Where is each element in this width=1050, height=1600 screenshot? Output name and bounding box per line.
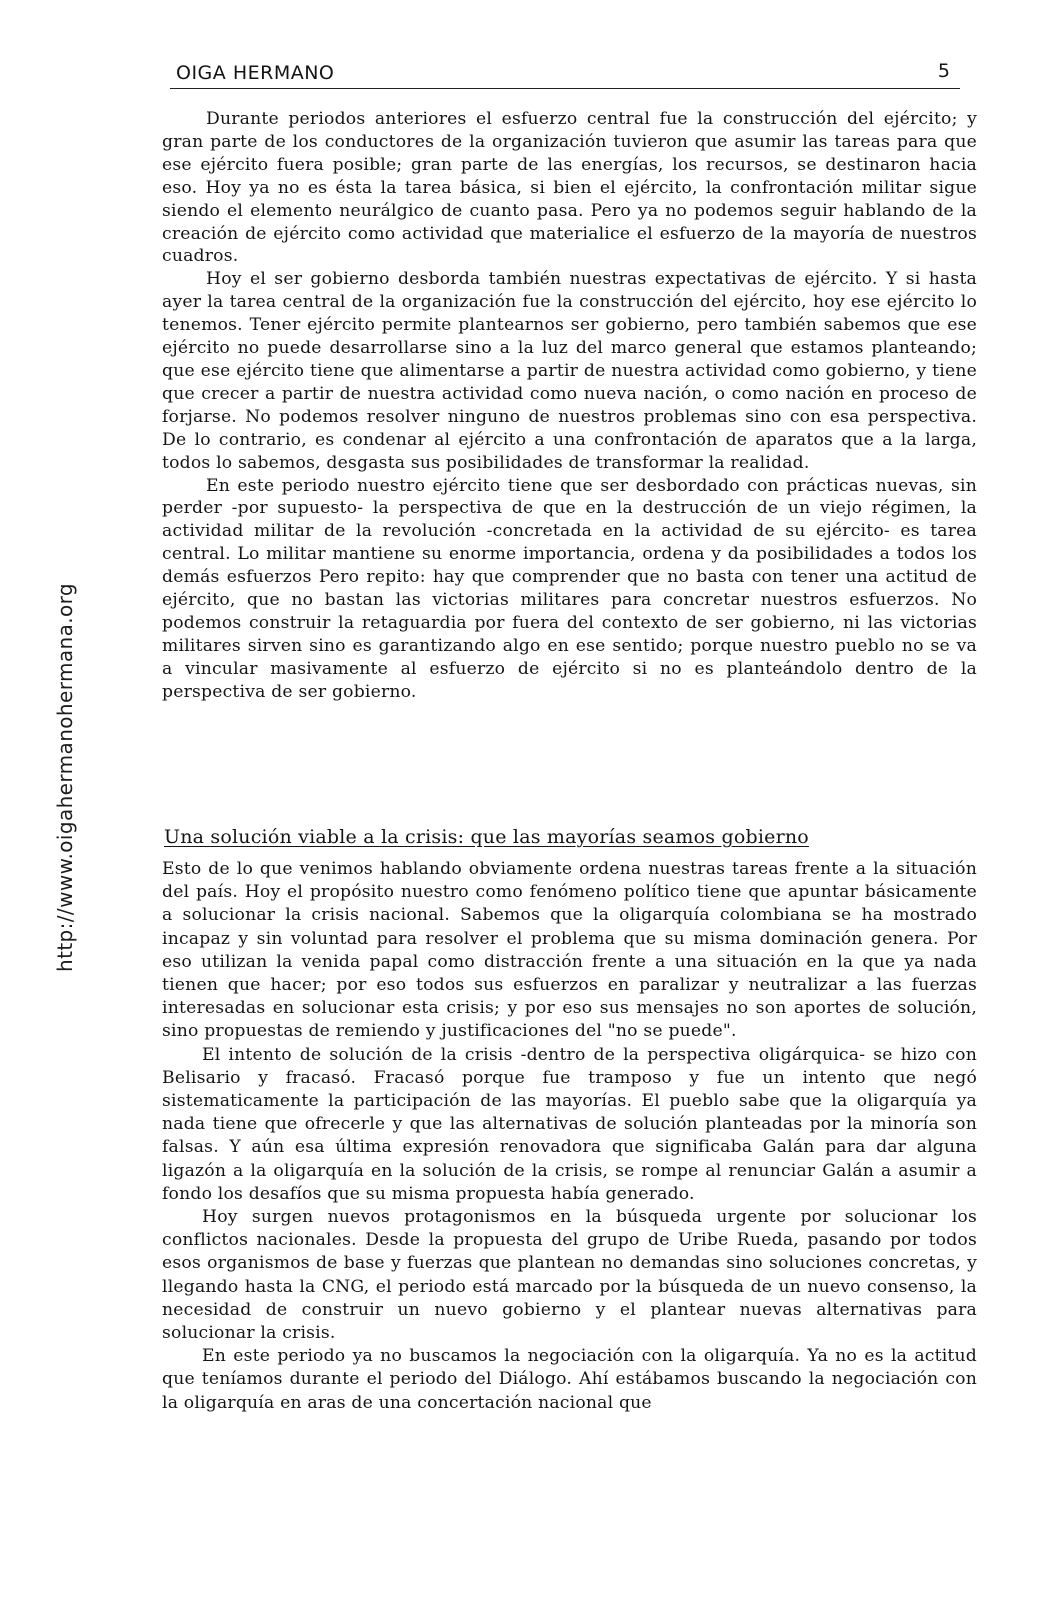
page-number: 5 <box>937 60 950 82</box>
paragraph: Hoy surgen nuevos protagonismos en la búsqueda urgente por solucionar los conflictos nacionales. Desde la propuesta del grupo de Uribe Rueda, pasando por todos esos organismos de base y fuerzas que plantean no demandas sino soluciones concretas, y llegando hasta la CNG, el periodo está marcado por la búsqueda de un nuevo consenso, la necesidad de construir un nuevo gobierno y el plantear nuevas alternativas para solucionar la crisis. <box>162 1207 977 1344</box>
paragraph: Durante periodos anteriores el esfuerzo central fue la construcción del ejército; y gran parte de los conductores de la organización tuvieron que asumir las tareas para que ese ejército fuera posible; gran parte de las energías, los recursos, se destinaron hacia eso. Hoy ya no es ésta la tarea básica, si bien el ejército, la confrontación militar sigue siendo el elemento neurálgico de cuanto pasa. Pero ya no podemos seguir hablando de la creación de ejército como actividad que materialice el esfuerzo de la mayoría de nuestros cuadros. <box>162 109 977 267</box>
paragraph: En este periodo ya no buscamos la negociación con la oligarquía. Ya no es la actitud que teníamos durante el periodo del Diálogo. Ahí estábamos buscando la negociación con la oligarquía en aras de una concertación nacional que <box>162 1346 977 1413</box>
paragraph: En este periodo nuestro ejército tiene que ser desbordado con prácticas nuevas, sin perder -por supuesto- la perspectiva de que en la destrucción de un viejo régimen, la actividad militar de la revolución -concretada en la actividad de su ejército- es tarea central. Lo militar mantiene su enorme importancia, ordena y da posibilidades a todos los demás esfuerzos Pero repito: hay que comprender que no basta con tener una actitud de ejército, que no bastan las victorias militares para concretar nuestros esfuerzos. No podemos construir la retaguardia por fuera del contexto de ser gobierno, ni las victorias militares sirven sino es garantizando algo en ese sentido; porque nuestro pueblo no se va a vincular masivamente al esfuerzo de ejército si no es planteándolo dentro de la perspectiva de ser gobierno. <box>162 475 977 702</box>
paragraph: El intento de solución de la crisis -dentro de la perspectiva oligárquica- se hizo con Belisario y fracasó. Fracasó porque fue tramposo y fue un intento que negó sistematicamente la participación de las mayorías. El pueblo sabe que la oligarquía ya nada tiene que ofrecerle y que las alternativas de solución planteadas por la minoría son falsas. Y aún esa última expresión renovadora que significaba Galán para dar alguna ligazón a la oligarquía en la solución de la crisis, se rompe al renunciar Galán a asumir a fondo los desafíos que su misma propuesta había generado. <box>162 1044 977 1204</box>
side-url-watermark: http://www.oigahermanohermana.org <box>53 583 77 972</box>
paragraph: Esto de lo que venimos hablando obviamente ordena nuestras tareas frente a la situación del país. Hoy el propósito nuestro como fenómeno político tiene que apuntar básicamente a solucionar la crisis nacional. Sabemos que la oligarquía colombiana se ha mostrado incapaz y sin voluntad para resolver el problema que su misma dominación genera. Por eso utilizan la venida papal como distracción frente a una situación en la que ya nada tienen que hacer; por eso todos sus esfuerzos en paralizar y neutralizar a las fuerzas interesadas en solucionar esta crisis; y por eso sus mensajes no son aportes de solución, sino propuestas de remiendo y justificaciones del "no se puede". <box>162 859 977 1042</box>
section-2-text <box>162 858 977 1415</box>
running-title: OIGA HERMANO <box>176 62 335 84</box>
section-heading: Una solución viable a la crisis: que las mayorías seamos gobierno <box>164 826 809 848</box>
section-1-text <box>162 108 977 704</box>
page-header <box>170 62 960 89</box>
paragraph: Hoy el ser gobierno desborda también nuestras expectativas de ejército. Y si hasta ayer la tarea central de la organización fue la construcción del ejército, hoy ese ejército lo tenemos. Tener ejército permite plantearnos ser gobierno, pero también sabemos que ese ejército no puede desarrollarse sino a la luz del marco general que estamos planteando; que ese ejército tiene que alimentarse a partir de nuestra actividad como gobierno, y tiene que crecer a partir de nuestra actividad como nueva nación, o como nación en proceso de forjarse. No podemos resolver ninguno de nuestros problemas sino con esa perspectiva. De lo contrario, es condenar al ejército a una confrontación de aparatos que a la larga, todos lo sabemos, desgasta sus posibilidades de transformar la realidad. <box>162 269 977 473</box>
